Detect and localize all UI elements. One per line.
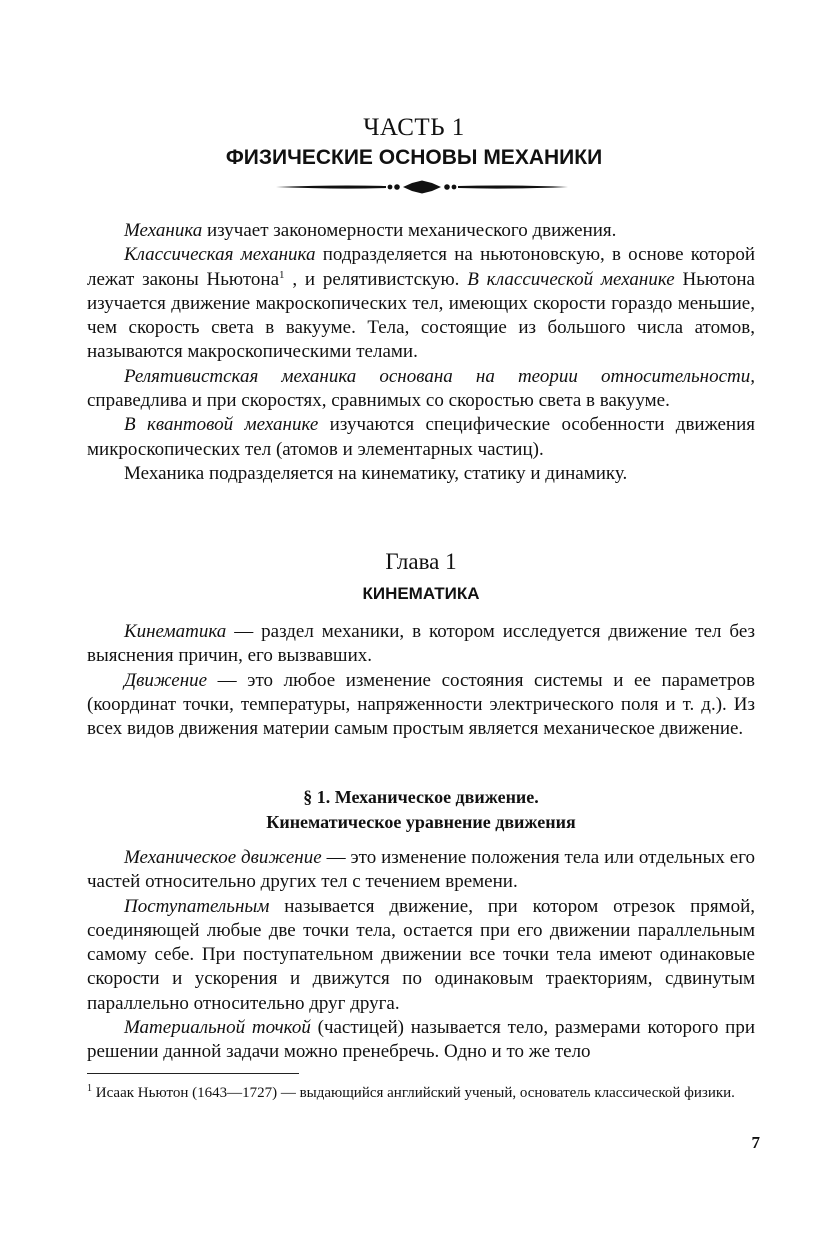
paragraph	[87, 462, 755, 486]
footnote	[87, 1082, 755, 1104]
term: Классическая механика	[124, 244, 316, 266]
paragraph	[87, 846, 755, 895]
footnote-mark: 1	[87, 1083, 92, 1094]
paragraph	[87, 365, 755, 414]
text: подразделяется на ньютоновскую, в основе которой лежат законы Ньютона	[87, 244, 756, 290]
text: — раздел механики, в котором исследуется движение тел без выяснения причин, его вызвавших.	[87, 621, 755, 667]
term: Кинематика	[124, 621, 227, 642]
term: Релятивистская механика основана на теории относительности,	[124, 365, 755, 387]
text: называется движение, при котором отрезок прямой, соединяющей любые две точки тела, остается при его движении параллельным самому себе. При поступательном движении все точки тела имеют одинаковые скорости и ускорения и движутся по одинаковым траекториям, сдвинутым параллельно относительно друг друга.	[87, 895, 755, 1014]
footnote-rule	[87, 1073, 299, 1074]
chapter-number: Глава 1	[385, 549, 457, 574]
section-subheading: Кинематическое уравнение движения	[266, 812, 576, 832]
section-heading: § 1. Механическое движение.	[303, 787, 539, 807]
paragraph	[87, 1016, 755, 1065]
text: изучаются специфические особенности движения микроскопических тел (атомов и элементарных частиц).	[87, 414, 755, 460]
text: Ньютона изучается движение макроскопических тел, имеющих скорости гораздо меньшие, чем скорость света в вакууме. Тела, состоящие из большого числа атомов, называются макроскопическими телами.	[87, 268, 755, 363]
text: изучает закономерности механического движения.	[202, 220, 617, 241]
text: , и релятивистскую.	[284, 268, 468, 290]
paragraph	[87, 620, 755, 669]
term: Материальной точкой	[124, 1017, 311, 1039]
kinematics-text	[87, 620, 755, 741]
term: В классической механике	[467, 268, 675, 290]
paragraph	[87, 895, 755, 1016]
term: Механическое движение	[124, 847, 322, 868]
paragraph	[87, 669, 755, 742]
part-title: ФИЗИЧЕСКИЕ ОСНОВЫ МЕХАНИКИ	[225, 146, 603, 169]
intro-text	[87, 219, 755, 486]
text: — это любое изменение состояния системы и ее параметров (координат точки, температуры, напряженности электрического поля и т. д.). Из всех видов движения материи самым простым является механическое движение.	[87, 669, 755, 740]
text: (частицей) называется тело, размерами которого при решении данной задачи можно пренебречь. Одно и то же тело	[87, 1017, 755, 1063]
text: Механика подразделяется на кинематику, статику и динамику.	[124, 462, 628, 484]
paragraph	[87, 413, 755, 462]
term: В квантовой механике	[124, 414, 319, 436]
part-number: ЧАСТЬ 1	[363, 114, 465, 141]
term: Механика	[124, 220, 203, 241]
paragraph	[87, 219, 755, 243]
page-number: 7	[751, 1133, 760, 1152]
chapter-title: КИНЕМАТИКА	[362, 584, 480, 603]
section-text	[87, 846, 755, 1065]
footnote-reference[interactable]: 1	[279, 268, 285, 281]
text: справедлива и при скоростях, сравнимых со скоростью света в вакууме.	[87, 390, 670, 412]
term: Поступательным	[124, 895, 270, 917]
term: Движение	[124, 669, 208, 691]
footnote-text: Исаак Ньютон (1643—1727) — выдающийся английский ученый, основатель классической физики.	[92, 1085, 735, 1101]
text: — это изменение положения тела или отдельных его частей относительно других тел с течением времени.	[87, 847, 756, 893]
paragraph	[87, 243, 755, 364]
ornament-divider	[276, 178, 568, 196]
